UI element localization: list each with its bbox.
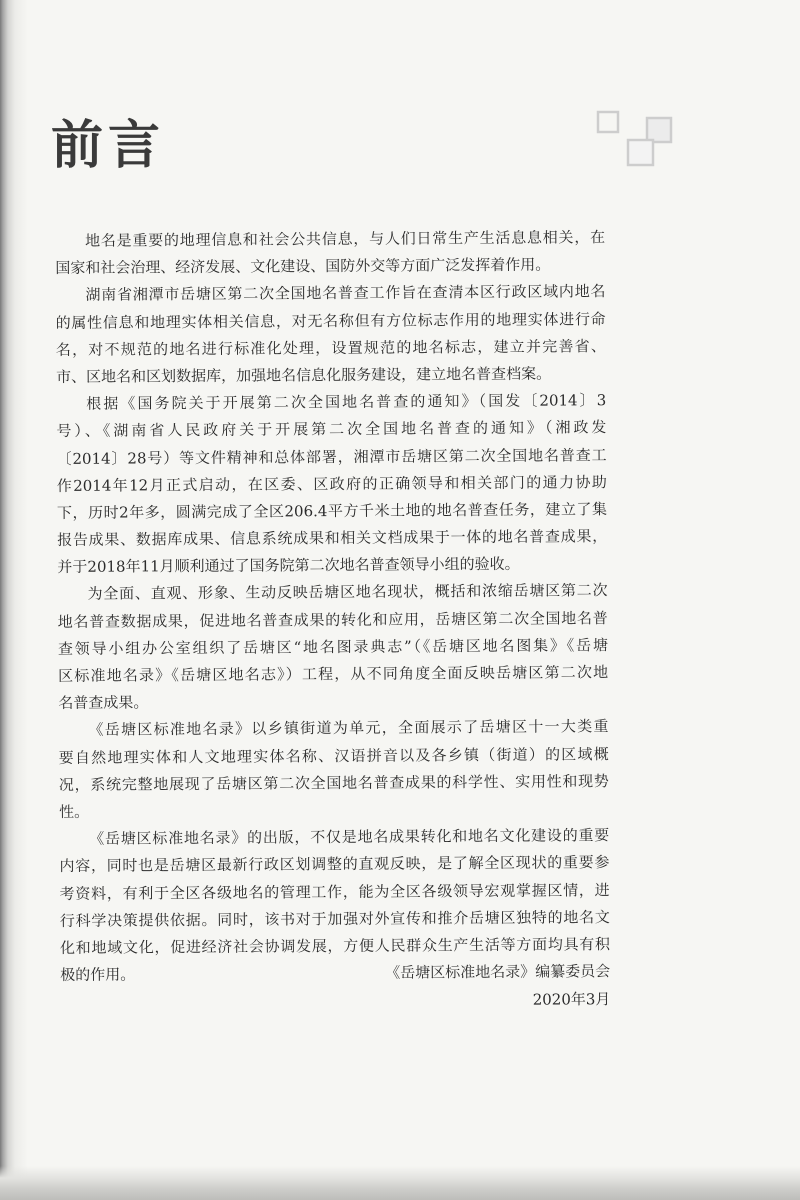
- text-line: 报告成果、数据库成果、信息系统成果和相关文档成果于一体的地名普查成果，: [57, 527, 608, 550]
- text-line: 地名普查数据成果，促进地名普查成果的转化和应用，岳塘区第二次全国地名普: [57, 608, 608, 631]
- text-line: 查领导小组办公室组织了岳塘区“地名图录典志”（《岳塘区地名图集》《岳塘: [57, 635, 608, 658]
- paragraph-5: [58, 714, 609, 827]
- text-line: 国家和社会治理、经济发展、文化建设、国防外交等方面广泛发挥着作用。: [55, 255, 551, 278]
- text-line: 极的作用。: [60, 965, 136, 985]
- text-line: 《岳塘区标准地名录》的出版，不仅是地名成果转化和地名文化建设的重要: [89, 826, 610, 848]
- text-line: 为全面、直观、形象、生动反映岳塘区地名现状，概括和浓缩岳塘区第二次: [87, 581, 608, 604]
- overlapping-squares-icon: [590, 104, 680, 174]
- paragraph-1: [55, 224, 605, 282]
- text-line: 考资料，有利于全区各级地名的管理工作，能为全区各级领导宏观掌握区情，进: [59, 880, 610, 903]
- signature-author: 《岳塘区标准地名录》编纂委员会: [385, 962, 611, 983]
- text-line: 性。: [59, 802, 90, 821]
- text-line: 根据《国务院关于开展第二次全国地名普查的通知》（国发〔2014〕3: [86, 391, 607, 413]
- scan-binding-shadow: [0, 0, 28, 1200]
- text-line: 内容，同时也是岳塘区最新行政区划调整的直观反映，是了解全区现状的重要参: [59, 853, 610, 876]
- text-line: 行科学决策提供依据。同时，该书对于加强对外宣传和推介岳塘区独特的地名文: [59, 907, 610, 930]
- text-line: 区标准地名录》《岳塘区地名志》）工程，从不同角度全面反映岳塘区第二次地: [58, 663, 609, 685]
- text-line: 要自然地理实体和人文地理实体名称、汉语拼音以及各乡镇（街道）的区域概: [58, 744, 609, 767]
- signature-date: 2020年3月: [532, 989, 611, 1009]
- text-line: 下，历时2年多，圆满完成了全区206.4平方千米土地的地名普查任务，建立了集: [56, 500, 608, 522]
- scan-bottom-edge-shadow: [0, 1166, 800, 1200]
- text-line: 名普查成果。: [58, 693, 149, 713]
- page-title: 前言: [51, 115, 166, 176]
- text-line: 〔2014〕28号）等文件精神和总体部署，湘潭市岳塘区第二次全国地名普查工: [56, 445, 607, 468]
- paragraph-4: [57, 578, 608, 718]
- text-line: 作2014年12月正式启动，在区委、区政府的正确领导和相关部门的通力协助: [56, 472, 607, 495]
- text-line: 湖南省湘潭市岳塘区第二次全国地名普查工作旨在查清本区行政区域内地名: [85, 282, 606, 305]
- text-line: 况，系统完整地展现了岳塘区第二次全国地名普查成果的科学性、实用性和现势: [58, 771, 609, 794]
- text-line: 并于2018年11月顺利通过了国务院第二次地名普查领导小组的验收。: [57, 555, 520, 577]
- preface-body: [55, 224, 611, 1009]
- text-line: 市、区地名和区划数据库，加强地名信息化服务建设，建立地名普查档案。: [55, 364, 552, 386]
- text-line: 号）、《湖南省人民政府关于开展第二次全国地名普查的通知》（湘政发: [56, 418, 607, 441]
- paragraph-3: [56, 387, 607, 581]
- paragraph-2: [55, 279, 606, 392]
- text-line: 《岳塘区标准地名录》以乡镇街道为单元，全面展示了岳塘区十一大类重: [88, 717, 609, 740]
- text-line: 地名是重要的地理信息和社会公共信息，与人们日常生产生活息息相关，在: [85, 228, 606, 250]
- text-line: 化和地域文化，促进经济社会协调发展，方便人民群众生产生活等方面均具有积: [59, 935, 611, 957]
- text-line: 的属性信息和地理实体相关信息，对无名称但有方位标志作用的地理实体进行命: [55, 309, 606, 332]
- text-line: 名，对不规范的地名进行标准化处理，设置规范的地名标志，建立并完善省、: [55, 336, 606, 359]
